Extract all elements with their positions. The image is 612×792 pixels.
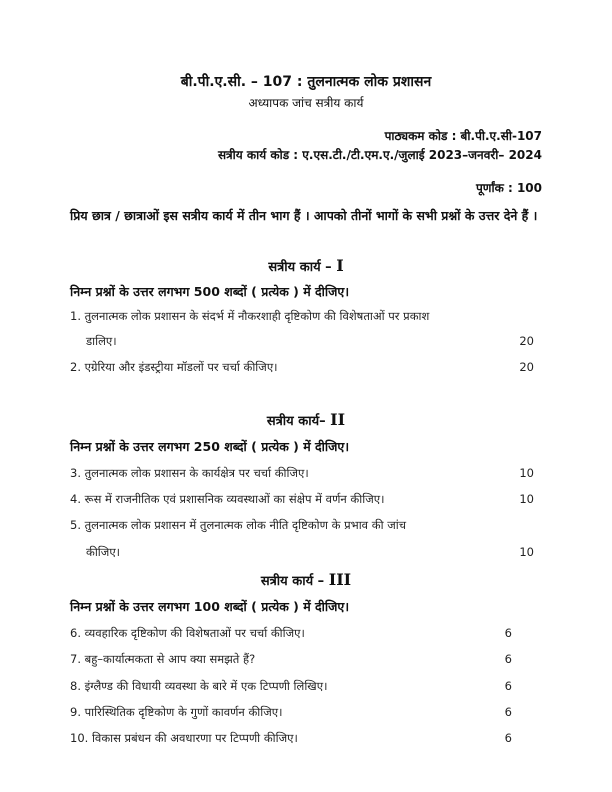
question-1-continued: डालिए। [86,334,117,348]
section-roman: I [336,256,344,275]
section-label: सत्रीय कार्य– [266,414,326,429]
question-6: 6. व्यवहारिक दृष्टिकोण की विशेषताओं पर चर्चा कीजिए। [70,626,305,640]
max-marks: पूर्णांक : 100 [475,181,542,195]
question-8-marks: 6 [504,679,512,693]
section-instruction: निम्न प्रश्नों के उत्तर लगभग 100 शब्दों ( प्रत्येक ) में दीजिए। [70,599,350,614]
section-heading-1 [0,256,612,275]
question-9: 9. पारिस्थितिक दृष्टिकोण के गुणों कावर्णन कीजिए। [70,705,283,719]
question-9-marks: 6 [504,705,512,719]
question-1-marks: 20 [519,334,534,348]
question-2-marks: 20 [519,360,534,374]
question-8: 8. इंग्लैण्ड की विधायी व्यवस्था के बारे में एक टिप्पणी लिखिए। [70,679,328,693]
intro-text: प्रिय छात्र / छात्राओं इस सत्रीय कार्य में तीन भाग हैं । आपको तीनों भागों के सभी प्रश्नों के उत्तर देने हैं । [70,208,538,223]
section-label: सत्रीय कार्य – [260,574,325,589]
question-5-continued: कीजिए। [86,545,121,559]
question-10: 10. विकास प्रबंधन की अवधारणा पर टिप्पणी कीजिए। [70,731,298,745]
section-heading-2 [0,410,612,429]
question-2: 2. एग्रेरिया और इंडस्ट्रीया मॉडलों पर चर्चा कीजिए। [70,360,278,374]
section-roman: III [328,570,352,589]
document-subtitle: अध्यापक जांच सत्रीय कार्य [248,96,364,110]
question-7: 7. बहु–कार्यात्मकता से आप क्या समझते हैं? [70,652,256,666]
question-4-marks: 10 [519,492,534,506]
section-instruction: निम्न प्रश्नों के उत्तर लगभग 250 शब्दों ( प्रत्येक ) में दीजिए। [70,439,350,454]
question-1: 1. तुलनात्मक लोक प्रशासन के संदर्भ में नौकरशाही दृष्टिकोण की विशेषताओं पर प्रकाश [70,309,430,323]
section-instruction: निम्न प्रश्नों के उत्तर लगभग 500 शब्दों ( प्रत्येक ) में दीजिए। [70,284,350,299]
section-label: सत्रीय कार्य – [268,260,332,275]
section-roman: II [330,410,346,429]
question-7-marks: 6 [504,652,512,666]
question-5: 5. तुलनात्मक लोक प्रशासन में तुलनात्मक लोक नीति दृष्टिकोण के प्रभाव की जांच [70,518,407,532]
question-4: 4. रूस में राजनीतिक एवं प्रशासनिक व्यवस्थाओं का संक्षेप में वर्णन कीजिए। [70,492,385,506]
question-6-marks: 6 [504,626,512,640]
document-title: बी.पी.ए.सी. – 107 : तुलनात्मक लोक प्रशासन [180,74,432,90]
section-heading-3 [0,570,612,589]
question-10-marks: 6 [504,731,512,745]
question-3: 3. तुलनात्मक लोक प्रशासन के कार्यक्षेत्र पर चर्चा कीजिए। [70,466,309,480]
course-code: पाठ्यकम कोड : बी.पी.ए.सी-107 [384,129,542,143]
assignment-code: सत्रीय कार्य कोड : ए.एस.टी./टी.एम.ए./जुलाई 2023–जनवरी– 2024 [217,148,542,162]
question-5-marks: 10 [519,545,534,559]
question-3-marks: 10 [519,466,534,480]
